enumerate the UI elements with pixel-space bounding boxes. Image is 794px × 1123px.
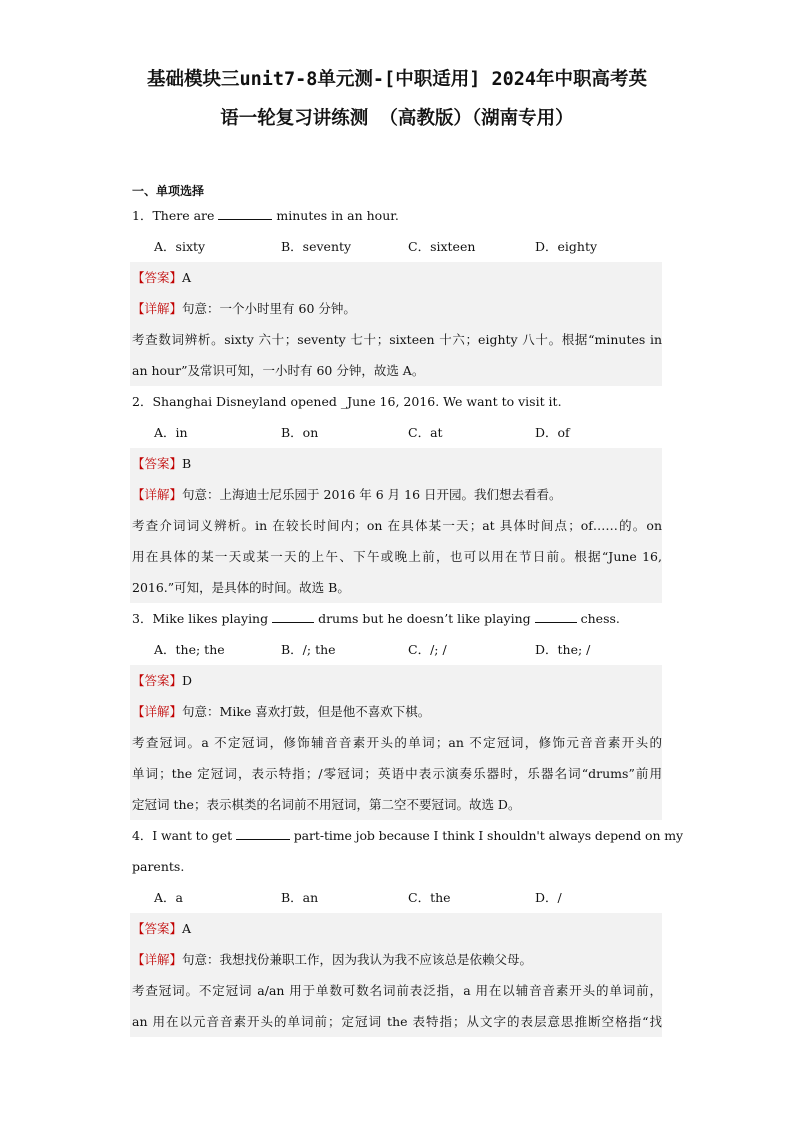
detail-label: 【详解】 <box>132 487 183 502</box>
detail-line <box>132 293 662 324</box>
option-d: D．of <box>535 425 570 440</box>
answer-value: D <box>182 673 193 688</box>
question-1 <box>132 200 662 386</box>
answer-blank <box>535 610 577 623</box>
detail-text: 句意：Mike 喜欢打鼓，但是他不喜欢下棋。 <box>182 704 431 719</box>
document-page <box>132 60 684 1037</box>
answer-value: B <box>182 456 192 471</box>
options-row <box>132 882 662 913</box>
detail-label: 【详解】 <box>132 952 183 967</box>
answer-line <box>132 665 662 696</box>
document-title <box>132 60 662 138</box>
stem-text: minutes in an hour. <box>272 208 399 223</box>
answer-block <box>130 665 662 820</box>
answer-label: 【答案】 <box>132 921 183 936</box>
answer-block <box>130 913 662 1037</box>
detail-line <box>132 944 662 975</box>
answer-blank <box>218 207 272 220</box>
stem-text: part-time job because I think I shouldn't always depend on my <box>289 828 684 843</box>
detail-label: 【详解】 <box>132 704 183 719</box>
option-c: C．sixteen <box>408 239 476 254</box>
stem-text: 4．I want to get <box>132 828 236 843</box>
option-b: B．seventy <box>281 239 352 254</box>
options-row <box>132 231 662 262</box>
detail-text: 句意：上海迪士尼乐园于 2016 年 6 月 16 日开园。我们想去看看。 <box>182 487 562 502</box>
detail-line <box>132 696 662 727</box>
detail-line <box>132 479 662 510</box>
question-2 <box>132 386 662 603</box>
option-a: A．the; the <box>154 642 225 657</box>
answer-line <box>132 913 662 944</box>
explanation-line: an 用在以元音音素开头的单词前；定冠词 the 表特指；从文字的表层意思推断空格指“找 <box>132 1014 662 1029</box>
section-heading: 一、单项选择 <box>132 184 205 198</box>
option-b: B．an <box>281 890 319 905</box>
question-3 <box>132 603 662 820</box>
question-4 <box>132 820 684 1037</box>
answer-blank <box>272 610 314 623</box>
question-stem <box>132 820 684 851</box>
title-line-2: 语一轮复习讲练测 （高教版）（湖南专用） <box>220 108 574 129</box>
answer-block <box>130 262 662 386</box>
explanation-line: 考查数词辨析。sixty 六十；seventy 七十；sixteen 十六；eighty 八十。根据“minutes in <box>132 332 662 347</box>
detail-label: 【详解】 <box>132 301 183 316</box>
question-stem-continued: parents. <box>132 859 185 874</box>
explanation-line: 考查介词词义辨析。in 在较长时间内；on 在具体某一天；at 具体时间点；of……的。on <box>132 518 662 533</box>
option-c: C．the <box>408 890 451 905</box>
answer-blank <box>236 827 290 840</box>
question-stem <box>132 386 662 417</box>
option-d: D．/ <box>535 890 562 905</box>
answer-line <box>132 448 662 479</box>
answer-label: 【答案】 <box>132 270 183 285</box>
answer-line <box>132 262 662 293</box>
answer-label: 【答案】 <box>132 673 183 688</box>
stem-text: 2．Shanghai Disneyland opened _ <box>132 394 348 409</box>
detail-text: 句意：我想找份兼职工作，因为我认为我不应该总是依赖父母。 <box>182 952 533 967</box>
detail-text: 句意：一个小时里有 60 分钟。 <box>182 301 356 316</box>
stem-text: 3．Mike likes playing <box>132 611 273 626</box>
explanation-line: an hour”及常识可知，一小时有 60 分钟，故选 A。 <box>132 363 425 378</box>
option-d: D．eighty <box>535 239 598 254</box>
question-stem <box>132 603 662 634</box>
option-b: B．/; the <box>281 642 336 657</box>
explanation-line: 单词；the 定冠词，表示特指；/零冠词；英语中表示演奏乐器时，乐器名词“drums”前用 <box>132 766 662 781</box>
answer-label: 【答案】 <box>132 456 183 471</box>
options-row <box>132 417 662 448</box>
question-stem <box>132 200 662 231</box>
explanation-line: 用在具体的某一天或某一天的上午、下午或晚上前，也可以用在节日前。根据“June 16, <box>132 549 662 564</box>
title-line-1: 基础模块三unit7-8单元测-[中职适用] 2024年中职高考英 <box>146 69 648 90</box>
option-a: A．in <box>154 425 188 440</box>
option-c: C．at <box>408 425 443 440</box>
stem-text: 1．There are <box>132 208 219 223</box>
option-d: D．the; / <box>535 642 591 657</box>
answer-value: A <box>182 270 192 285</box>
explanation-line: 考查冠词。不定冠词 a/an 用于单数可数名词前表泛指，a 用在以辅音音素开头的单词前， <box>132 983 662 998</box>
stem-text: drums but he doesn’t like playing <box>314 611 535 626</box>
answer-value: A <box>182 921 192 936</box>
option-a: A．a <box>154 890 183 905</box>
stem-text: chess. <box>576 611 620 626</box>
explanation-line: 考查冠词。a 不定冠词，修饰辅音音素开头的单词；an 不定冠词，修饰元音音素开头的 <box>132 735 662 750</box>
explanation-line: 定冠词 the；表示棋类的名词前不用冠词，第二空不要冠词。故选 D。 <box>132 797 521 812</box>
option-c: C．/; / <box>408 642 447 657</box>
option-b: B．on <box>281 425 319 440</box>
stem-text: June 16, 2016. We want to visit it. <box>347 394 562 409</box>
options-row <box>132 634 662 665</box>
answer-block <box>130 448 662 603</box>
explanation-line: 2016.”可知，是具体的时间。故选 B。 <box>132 580 350 595</box>
option-a: A．sixty <box>154 239 206 254</box>
